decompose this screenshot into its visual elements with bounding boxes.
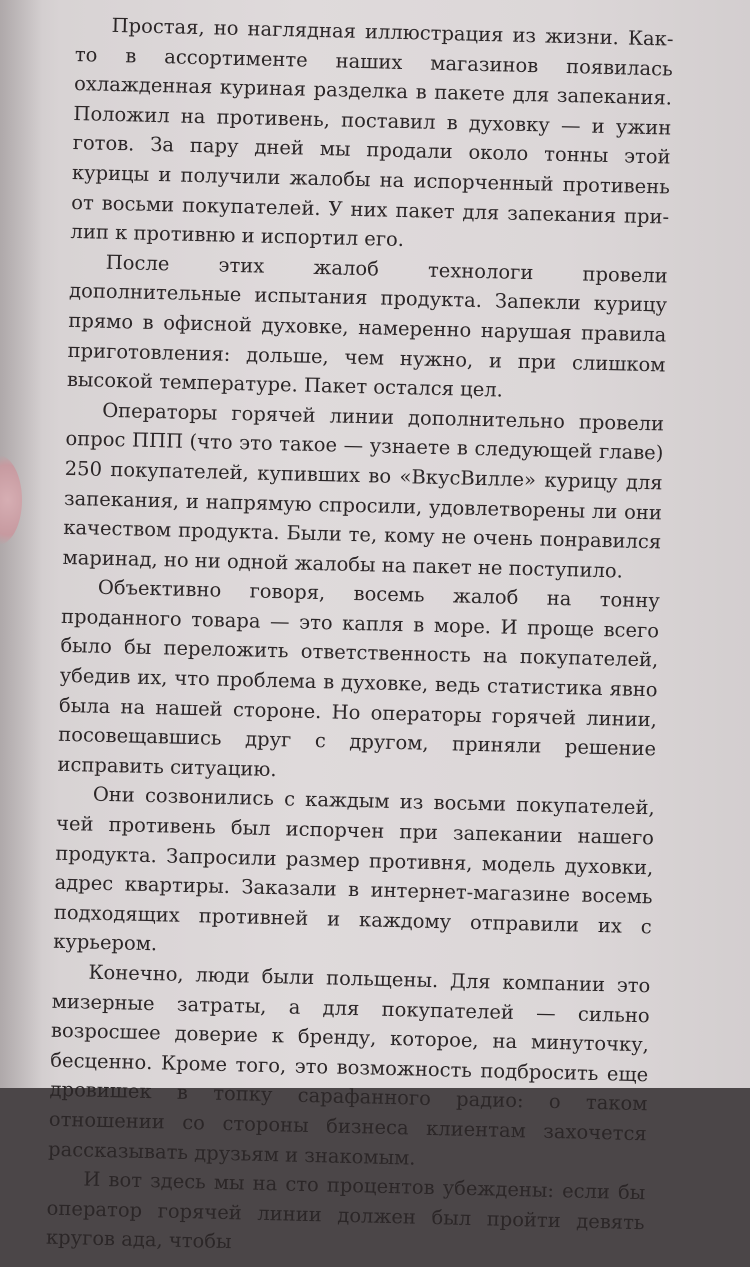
- paragraph-2: После этих жалоб технологи провели дополнительные испытания продукта. Запекли курицу прямо в офисной духовке, намеренно нарушая правила приготовления: дольше, чем нужно, и при слишком высокой температуре. Пакет остался цел.: [66, 250, 668, 402]
- paragraph-1: Простая, но наглядная иллюстрация из жизни. Как-то в ассортименте наших магазинов появилась охлажденная куриная разделка в пакете для запекания. Положил на противень, поставил в духовку — и ужин готов. За пару дней мы продали около тонны этой курицы и получили жалобы на испорченный противень от восьми покупателей. У них пакет для запекания прилип к противню и испортил его.: [70, 13, 674, 252]
- finger-edge: [0, 455, 22, 545]
- paragraph-5: Они созвонились с каждым из восьми покупателей, чей противень был испорчен при запекании нашего продукта. Запросили размер противня, модель духовки, адрес квартиры. Заказали в интернет-магазине восемь подходящих противней и каждому отправили их с курьером.: [52, 783, 655, 956]
- paragraph-6: Конечно, люди были польщены. Для компании это мизерные затраты, а для покупателей — сильно возросшее доверие к бренду, которое, на минуточку, бесценно. Кроме того, это возможность подбросить еще дровишек в топку сарафанного радио: о таком отношении со стороны бизнеса клиентам захочется рассказывать друзьям и знакомым.: [47, 960, 651, 1170]
- paragraph-4: Объективно говоря, восемь жалоб на тонну проданного товара — это капля в море. И проще всего было бы переложить ответственность на покупателей, убедив их, что проблема в духовке, ведь статистика явно была на нашей стороне. Но операторы горячей линии, посовещавшись друг с другом, приняли решение исправить ситуацию.: [57, 575, 661, 781]
- book-page-text: [46, 10, 674, 1267]
- page-edge-shadow: [0, 0, 42, 1088]
- paragraph-7: И вот здесь мы на сто процентов убеждены: если бы оператор горячей линии должен был пройти девять кругов ада, чтобы: [45, 1167, 646, 1254]
- paragraph-3: Операторы горячей линии дополнительно провели опрос ППП (что это такое — узнаете в следующей главе) 250 покупателей, купивших во «ВкусВилле» курицу для запекания, и напрямую спросили, удовлетворены ли они качеством продукта. Были те, кому не очень понравился маринад, но ни одной жалобы на пакет не поступило.: [62, 398, 665, 583]
